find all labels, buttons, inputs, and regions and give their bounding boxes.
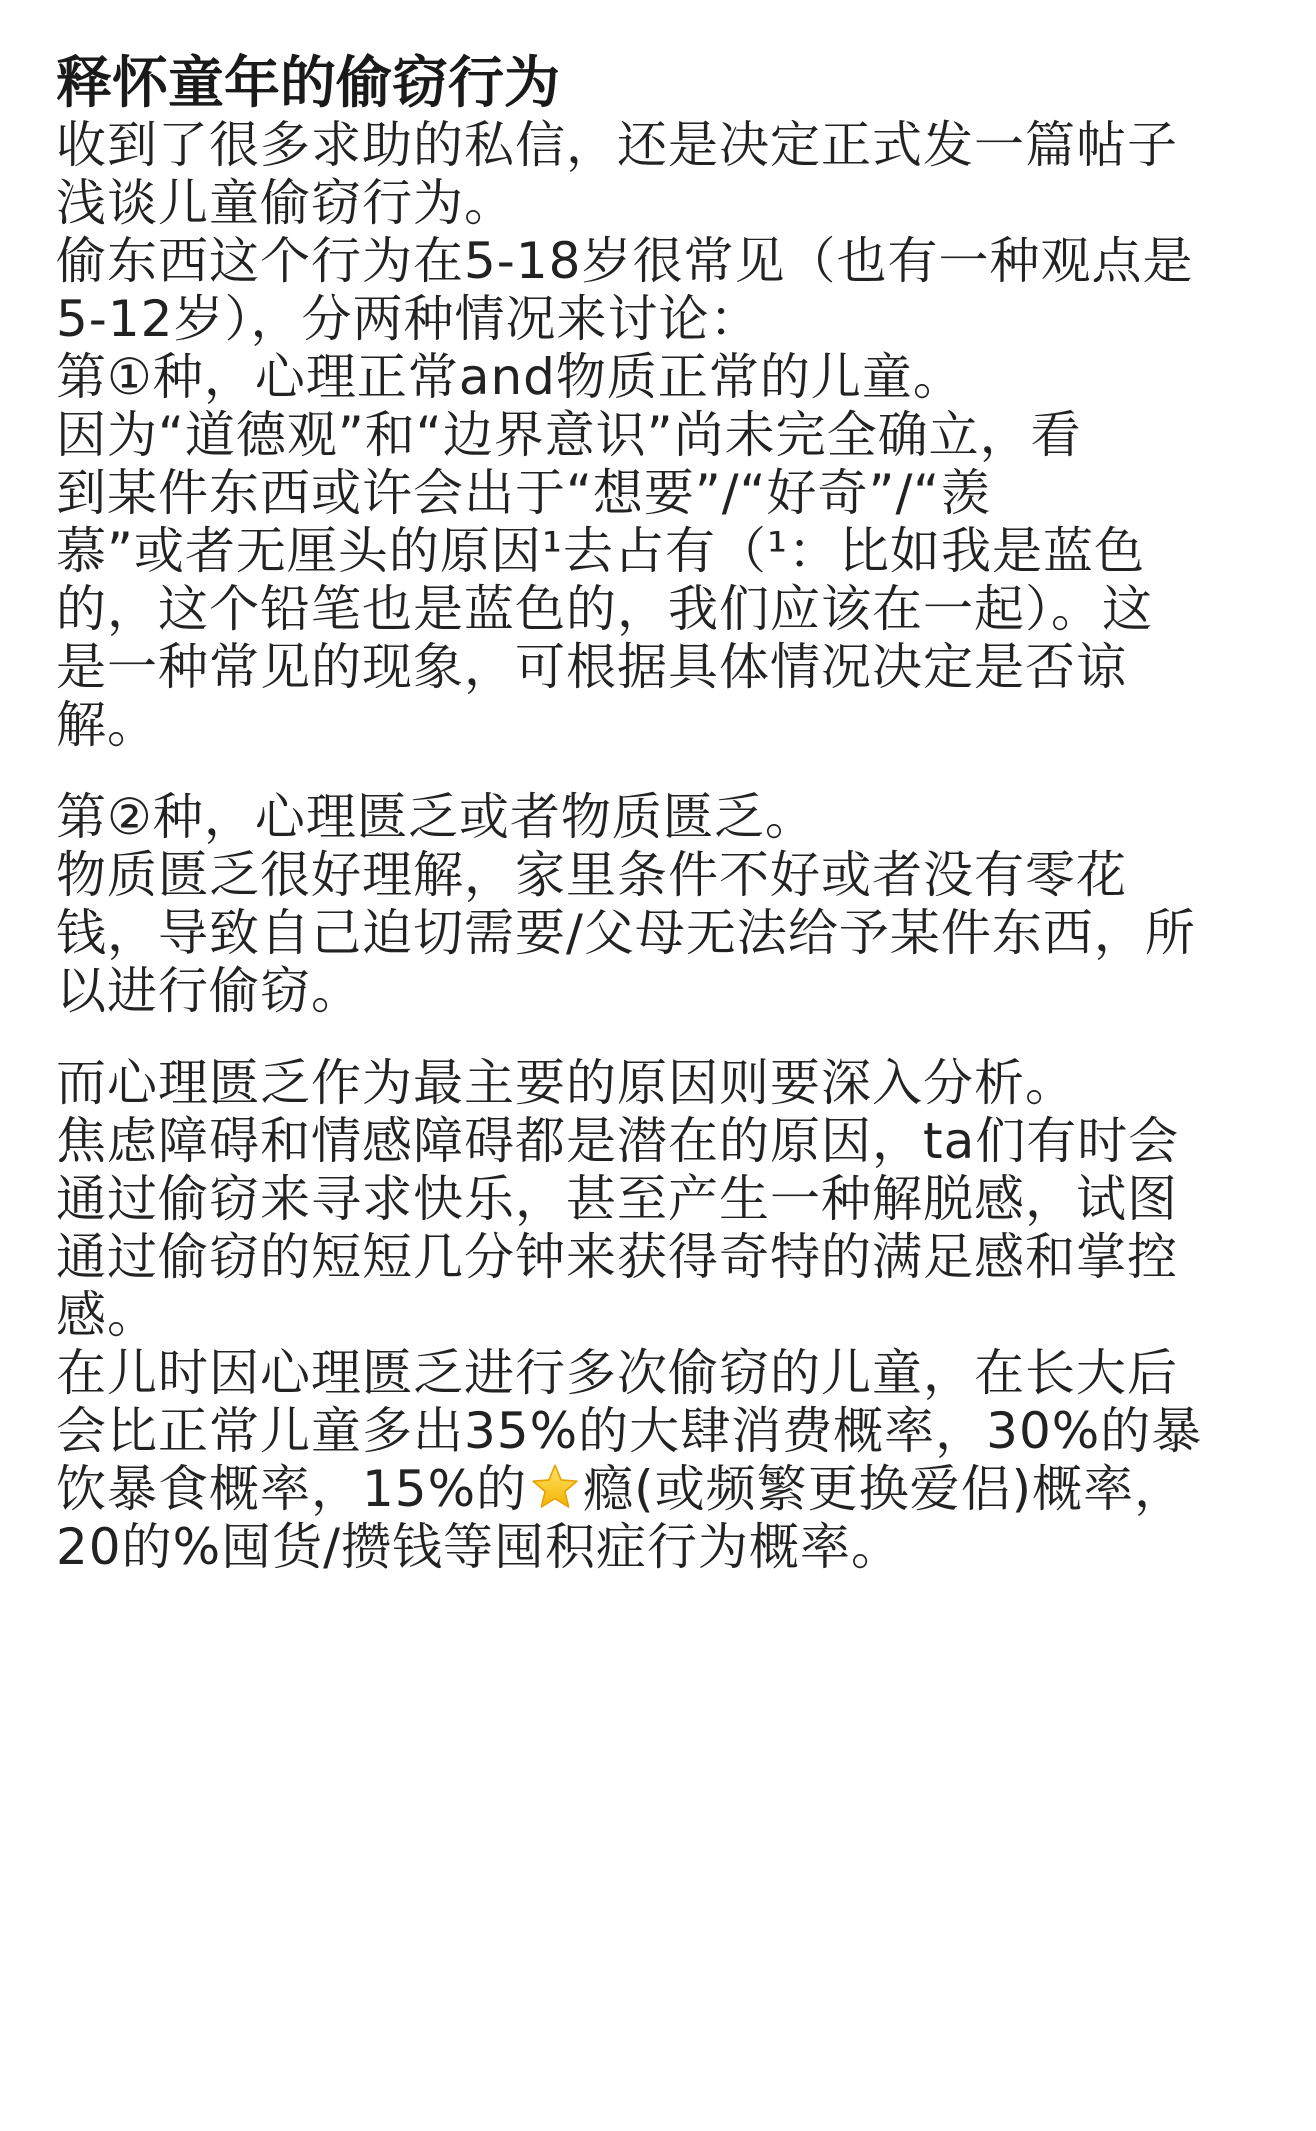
text-line: 浅谈儿童偷窃行为。	[56, 174, 515, 232]
text-segment: 瘾(或频繁更换爱侣)概率，	[583, 1460, 1186, 1518]
text-line: 5-12岁），分两种情况来讨论：	[56, 290, 761, 348]
text-segment: 饮暴食概率，15%的	[56, 1460, 528, 1518]
star-emoji-icon	[529, 1462, 581, 1514]
text-line: 通过偷窃来寻求快乐，甚至产生一种解脱感，试图	[56, 1170, 1178, 1228]
text-line: 因为“道德观”和“边界意识”尚未完全确立，看	[56, 406, 1082, 464]
text-line: 以进行偷窃。	[56, 962, 362, 1020]
text-line: 钱，导致自己迫切需要/父母无法给予某件东西，所	[56, 904, 1196, 962]
text-line: 在儿时因心理匮乏进行多次偷窃的儿童，在长大后	[56, 1344, 1178, 1402]
text-line-with-emoji	[56, 1456, 1185, 1522]
text-line: 收到了很多求助的私信，还是决定正式发一篇帖子	[56, 116, 1178, 174]
text-line: 第①种，心理正常and物质正常的儿童。	[56, 348, 964, 406]
text-line: 通过偷窃的短短几分钟来获得奇特的满足感和掌控	[56, 1228, 1178, 1286]
text-line: 20的%囤货/攒钱等囤积症行为概率。	[56, 1518, 902, 1576]
text-line: 偷东西这个行为在5-18岁很常见（也有一种观点是	[56, 232, 1194, 290]
text-line: 焦虑障碍和情感障碍都是潜在的原因，ta们有时会	[56, 1112, 1180, 1170]
text-line: 第②种，心理匮乏或者物质匮乏。	[56, 788, 816, 846]
text-line: 会比正常儿童多出35%的大肆消费概率，30%的暴	[56, 1402, 1203, 1460]
text-line: 而心理匮乏作为最主要的原因则要深入分析。	[56, 1054, 1076, 1112]
text-line: 的，这个铅笔也是蓝色的，我们应该在一起）。这	[56, 580, 1153, 638]
text-line: 是一种常见的现象，可根据具体情况决定是否谅	[56, 638, 1127, 696]
text-line: 解。	[56, 696, 158, 754]
text-line: 感。	[56, 1286, 158, 1344]
post-title: 释怀童年的偷窃行为	[56, 51, 560, 116]
text-line: 物质匮乏很好理解，家里条件不好或者没有零花	[56, 846, 1127, 904]
text-line: 到某件东西或许会出于“想要”/“好奇”/“羡	[56, 464, 992, 522]
text-line: 慕”或者无厘头的原因¹去占有（¹：比如我是蓝色	[56, 522, 1145, 580]
